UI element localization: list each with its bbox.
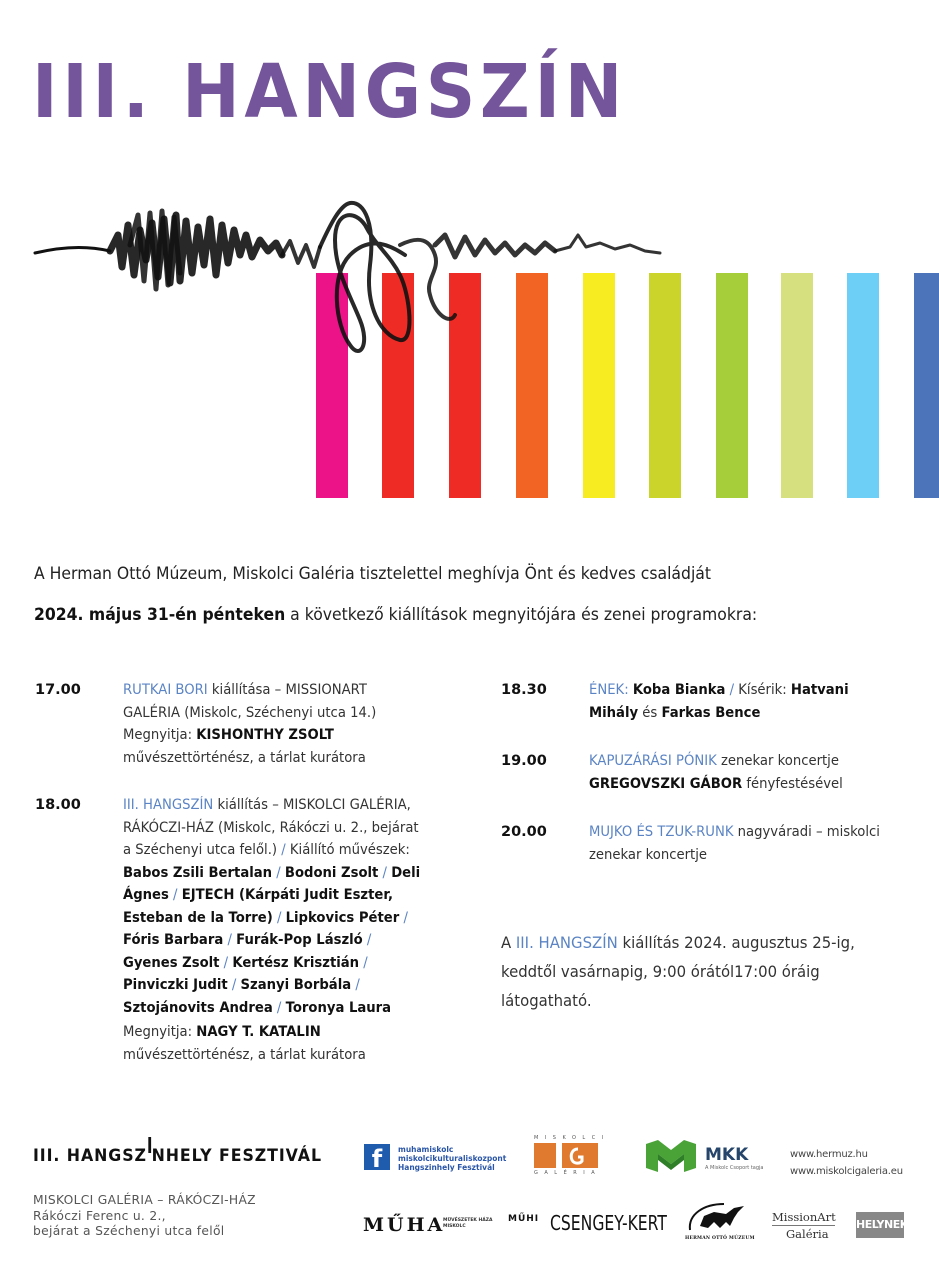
exhibition-name: III. HANGSZÍN — [123, 797, 214, 813]
muha-logo: MŰHA — [363, 1214, 446, 1236]
csengey-prefix: MŰHI — [508, 1214, 540, 1224]
notice-prefix: A — [501, 933, 516, 952]
address-line: MISKOLCI GALÉRIA – RÁKÓCZI-HÁZ — [33, 1193, 256, 1207]
opener-name: KISHONTHY ZSOLT — [196, 727, 334, 743]
mkk-name: MKK — [705, 1145, 749, 1165]
artist-name: Bodoni Zsolt — [284, 864, 379, 881]
page-title: III. HANGSZÍN — [32, 49, 627, 135]
light-artist-name: GREGOVSZKI GÁBOR — [589, 775, 743, 792]
opener-role: művészettörténész, a tárlat kurátora — [123, 749, 366, 766]
festival-name-part1: III. HANGSZ — [33, 1146, 147, 1166]
artist-name: EJTECH (Kárpáti Judit Eszter, Esteban de la Torre) — [123, 887, 393, 926]
artist-name: Lipkovics Péter — [285, 909, 400, 926]
missionart-logo-line2: Galéria — [786, 1227, 829, 1241]
artist-name: Gyenes Zsolt — [123, 954, 220, 971]
facebook-page[interactable]: miskolcikulturaliskozpont — [398, 1154, 507, 1163]
program-item-1700 — [35, 679, 435, 774]
facebook-pages[interactable] — [398, 1145, 506, 1172]
intro-line-1: A Herman Ottó Múzeum, Miskolci Galéria tisztelettel meghívja Önt és kedves családját — [34, 564, 712, 584]
helynekem-logo: HELYNEKEM — [856, 1212, 904, 1238]
program-time: 18.00 — [35, 797, 81, 813]
website-links — [790, 1146, 903, 1180]
artist-name: Toronya Laura — [285, 999, 392, 1016]
opener-label: Megnyitja: — [123, 1024, 197, 1040]
artist-name: Fóris Barbara — [123, 932, 224, 948]
muha-sub-line: MŰVÉSZETEK HÁZA — [443, 1218, 493, 1223]
address-line: bejárat a Széchenyi utca felől — [33, 1224, 225, 1238]
and-text: és — [638, 704, 662, 721]
venue-text: kiállítás – MISKOLCI GALÉRIA, RÁKÓCZI-HÁZ (Miskolc, Rákóczi u. 2., bejárat a Széchenyi utca felől.) — [123, 797, 419, 858]
herman-otto-museum-logo-icon — [684, 1200, 748, 1236]
miskolci-galeria-logo-top: MISKOLCI — [534, 1135, 610, 1141]
hermuz-link[interactable]: www.hermuz.hu — [790, 1149, 868, 1160]
color-bar — [781, 273, 813, 498]
csengey-kert-logo: CSENGEY-KERT — [550, 1211, 667, 1235]
program-item-1830 — [501, 679, 921, 729]
accompanist-1: Hatvani Mihály — [589, 682, 849, 721]
color-bar — [914, 273, 939, 498]
artist-name: Sztojánovits Andrea — [123, 999, 273, 1016]
opener-role: művészettörténész, a tárlat kurátora — [123, 1046, 366, 1063]
program-description: III. HANGSZÍN kiállítás – MISKOLCI GALÉRIA, RÁKÓCZI-HÁZ (Miskolc, Rákóczi u. 2., bejárat a Széchenyi utca felől.) / Kiállító művészek: Babos Zsili Bertalan / Bodoni Zsolt / Deli Ágnes / EJTECH (Kárpáti Judit Eszter, Esteban de la Torre) / Lipkovics Péter / Fóris Barbara / Furák-Pop László / Gyenes Zsolt / Kertész Krisztián / Pinviczki Judit / Szanyi Borbála / Sztojánovits Andrea / Toronya Laura Megnyitja: NAGY T. KATALIN művészettörténész, a tárlat kurátora — [123, 797, 421, 1063]
festival-logo — [33, 1137, 322, 1166]
intro-line-2-rest: a következő kiállítások megnyitójára és zenei programokra: — [285, 605, 758, 625]
program-description — [123, 679, 421, 769]
light-art-text: fényfestésével — [742, 775, 843, 792]
program-description — [589, 750, 896, 795]
band-name: KAPUZÁRÁSI PÓNIK — [589, 753, 717, 769]
facebook-icon[interactable]: f — [364, 1144, 390, 1170]
program-time: 20.00 — [501, 824, 547, 840]
muha-subtitle — [443, 1218, 492, 1230]
exhibition-name: III. HANGSZÍN — [515, 933, 618, 952]
notice-text: kiállítás 2024. augusztus 25-ig, keddtől vasárnapig, 9:00 órától17:00 óráig látogatható. — [501, 933, 855, 1010]
program-time: 18.30 — [501, 682, 547, 698]
program-label: ÉNEK: — [589, 682, 629, 698]
opener-label: Megnyitja: — [123, 727, 197, 743]
intro-line-2 — [34, 605, 757, 625]
scribble-waveform-icon — [30, 185, 670, 375]
program-item-1800 — [35, 794, 435, 1094]
opening-hours-notice — [501, 928, 931, 1015]
venue-address — [33, 1193, 256, 1240]
facebook-page[interactable]: Hangszinhely Fesztivál — [398, 1163, 495, 1172]
program-time: 17.00 — [35, 682, 81, 698]
address-line: Rákóczi Ferenc u. 2., — [33, 1208, 166, 1223]
program-item-1900 — [501, 750, 921, 800]
artists-label: Kiállító művészek: — [285, 842, 410, 858]
artist-list: Babos Zsili Bertalan / Bodoni Zsolt / Deli Ágnes / EJTECH (Kárpáti Judit Eszter, Esteban de la Torre) / Lipkovics Péter / Fóris Barbara / Furák-Pop László / Gyenes Zsolt / Kertész Krisztián / Pinviczki Judit / Szanyi Borbála / Sztojánovits Andrea / Toronya Laura — [123, 864, 421, 1016]
singer-name: Koba Bianka — [632, 682, 726, 698]
accompanist-2: Farkas Bence — [661, 704, 761, 721]
mkk-subtitle: A Miskolc Csoport tagja — [705, 1165, 764, 1171]
concert-text: nagyváradi – miskolci zenekar koncertje — [589, 824, 880, 863]
band-name: MUJKO ÉS TZUK-RUNK — [589, 824, 734, 840]
miskolci-galeria-logo-icon — [534, 1143, 598, 1168]
program-description: ÉNEK: Koba Bianka / Kísérik: Hatvani Mihály és Farkas Bence — [589, 682, 849, 721]
artist-name: Furák-Pop László — [236, 932, 363, 948]
program-time: 19.00 — [501, 753, 547, 769]
missionart-divider — [772, 1225, 835, 1226]
venue-text: kiállítása – MISSIONART GALÉRIA (Miskolc, Széchenyi utca 14.) — [123, 682, 377, 721]
color-bar — [847, 273, 879, 498]
artist-name: Babos Zsili Bertalan — [123, 864, 273, 881]
concert-text: zenekar koncertje — [716, 753, 839, 769]
color-bar — [716, 273, 748, 498]
artist-name: Pinviczki Judit — [123, 977, 228, 993]
program-description — [589, 821, 887, 866]
program-item-2000 — [501, 821, 921, 871]
festival-name-part2: NHELY FESZTIVÁL — [151, 1146, 322, 1166]
festival-tick-icon — [148, 1137, 151, 1153]
artist-name: Deli Ágnes — [123, 864, 421, 903]
missionart-logo-line1: MissionArt — [772, 1210, 836, 1224]
mkk-logo-icon — [646, 1140, 696, 1172]
muha-sub-line: MISKOLC — [443, 1224, 466, 1229]
artist-name: Szanyi Borbála — [240, 977, 352, 993]
facebook-page[interactable]: muhamiskolc — [398, 1145, 454, 1154]
event-date: 2024. május 31-én pénteken — [34, 605, 286, 625]
miskolcigaleria-link[interactable]: www.miskolcigaleria.eu — [790, 1166, 903, 1177]
opener-name: NAGY T. KATALIN — [196, 1024, 321, 1040]
miskolci-galeria-logo-bottom: GALÉRIA — [534, 1170, 602, 1176]
exhibition-name: RUTKAI BORI — [123, 682, 208, 698]
accompany-label: Kísérik: — [734, 682, 791, 698]
artist-name: Kertész Krisztián — [232, 954, 360, 971]
herman-otto-museum-name: HERMAN OTTÓ MÚZEUM — [685, 1236, 755, 1241]
